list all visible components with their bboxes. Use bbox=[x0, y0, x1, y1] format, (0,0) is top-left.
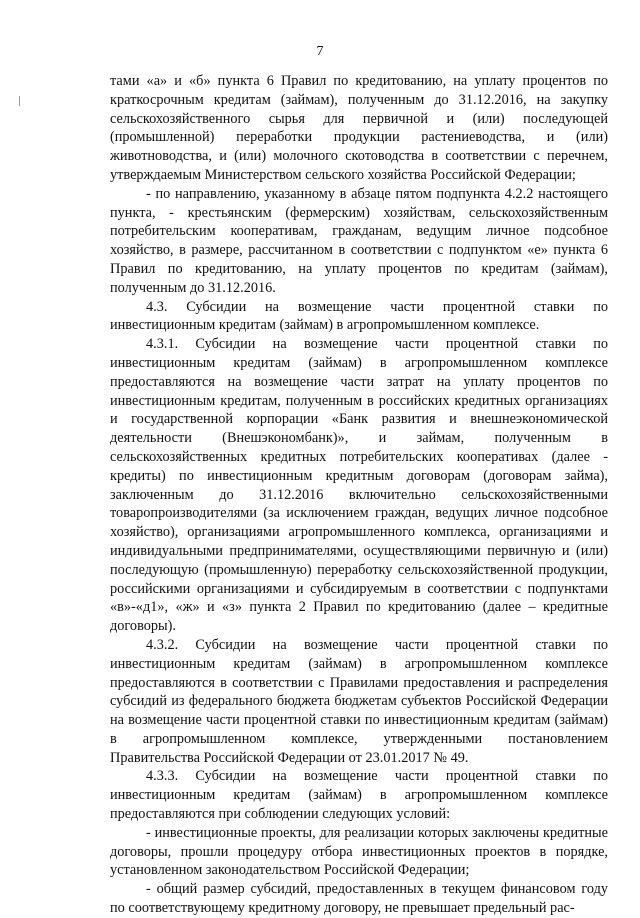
paragraph-condition-2: - общий размер субсидий, предоставленных в текущем финансовом году по соответствующему кредитному договору, не превышает предельный рас- bbox=[110, 881, 608, 917]
margin-mark bbox=[19, 96, 20, 106]
paragraph-section-4-3: 4.3. Субсидии на возмещение части процентной ставки по инвестиционным кредитам (займам) в агропромышленном комплексе. bbox=[110, 298, 608, 334]
document-body bbox=[110, 72, 608, 918]
paragraph-section-4-3-3: 4.3.3. Субсидии на возмещение части процентной ставки по инвестиционным кредитам (займам) в агропромышленном комплексе предоставляются при соблюдении следующих условий: bbox=[110, 768, 608, 823]
paragraph-condition-1: - инвестиционные проекты, для реализации которых заключены кредитные договоры, прошли процедуру отбора инвестиционных проектов в порядке, установленном законодательством Российской Федерации; bbox=[110, 824, 608, 879]
paragraph-section-4-3-1: 4.3.1. Субсидии на возмещение части процентной ставки по инвестиционным кредитам (займам) в агропромышленном комплексе предоставляются на возмещение части затрат на уплату процентов по инвестиционным кредитам, полученным в российских кредитных организациях и государственной корпорации «Банк развития и внешнеэкономической деятельности (Внешэкономбанк)», и займам, полученным в сельскохозяйственных кредитных потребительских кооперативах (далее - кредиты) по инвестиционным кредитным договорам (договорам займа), заключенным до 31.12.2016 включительно сельскохозяйственными товаропроизводителями (за исключением граждан, ведущих личное подсобное хозяйство), организациями агропромышленного комплекса, организациями и индивидуальными предпринимателями, осуществляющими первичную и (или) последующую (промышленную) переработку сельскохозяйственной продукции, российскими организациями и субсидируемым в соответствии с подпунктами «в»-«д1», «ж» и «з» пункта 2 Правил по кредитованию (далее – кредитные договоры). bbox=[110, 336, 608, 635]
paragraph-direction: - по направлению, указанному в абзаце пятом подпункта 4.2.2 настоящего пункта, - крестьянским (фермерским) хозяйствам, сельскохозяйственным потребительским кооперативам, гражданам, ведущим личное подсобное хозяйство, в размере, рассчитанном в соответствии с подпунктом «е» пункта 6 Правил по кредитованию, на уплату процентов по кредитам (займам), полученным до 31.12.2016. bbox=[110, 185, 608, 296]
paragraph-section-4-3-2: 4.3.2. Субсидии на возмещение части процентной ставки по инвестиционным кредитам (займам) в агропромышленном комплексе предоставляются в соответствии с Правилами предоставления и распределения субсидий из федерального бюджета бюджетам субъектов Российской Федерации на возмещение части процентной ставки по инвестиционным кредитам (займам) в агропромышленном комплексе, утвержденными постановлением Правительства Российской Федерации от 23.01.2017 № 49. bbox=[110, 636, 608, 766]
page-number: 7 bbox=[316, 44, 324, 59]
paragraph-continuation: тами «а» и «б» пункта 6 Правил по кредитованию, на уплату процентов по краткосрочным кредитам (займам), полученным до 31.12.2016, на закупку сельскохозяйственного сырья для первичной и (или) последующей (промышленной) переработки продукции растениеводства, и (или) животноводства, и (или) молочного скотоводства в соответствии с перечнем, утверждаемым Министерством сельского хозяйства Российской Федерации; bbox=[110, 73, 608, 183]
